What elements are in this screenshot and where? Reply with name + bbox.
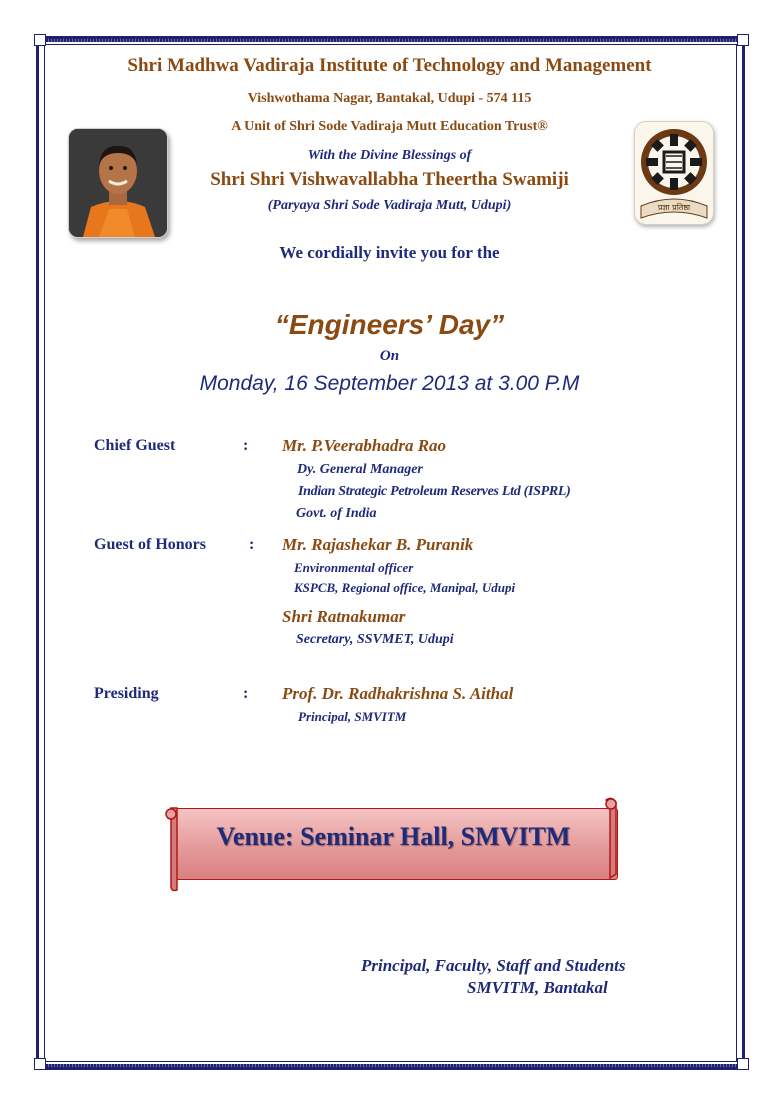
- footer-line-2: SMVITM, Bantakal: [467, 978, 608, 997]
- blessings-line: With the Divine Blessings of: [307, 148, 472, 163]
- border-band-top: [40, 39, 741, 42]
- presiding-name: Prof. Dr. Radhakrishna S. Aithal: [282, 684, 514, 703]
- presiding-label: Presiding: [94, 685, 159, 702]
- event-datetime: Monday, 16 September 2013 at 3.00 P.M: [199, 372, 580, 395]
- trust-line: A Unit of Shri Sode Vadiraja Mutt Education Trust®: [231, 119, 548, 134]
- border-corner-tl: [34, 34, 46, 46]
- honor-guest-2-name: Shri Ratnakumar: [282, 607, 406, 626]
- venue-text: Venue: Seminar Hall, SMVITM: [216, 822, 571, 851]
- logo-motto: प्रज्ञा प्रतिष्ठा: [657, 203, 691, 212]
- swamiji-photo: [68, 128, 168, 238]
- honor-guest-2-title: Secretary, SSVMET, Udupi: [296, 632, 454, 647]
- border-corner-br: [737, 1058, 749, 1070]
- footer-line-1: Principal, Faculty, Staff and Students: [361, 956, 626, 975]
- institute-address: Vishwothama Nagar, Bantakal, Udupi - 574 115: [247, 91, 532, 106]
- event-title: “Engineers’ Day”: [274, 309, 505, 340]
- mutt-line: (Paryaya Shri Sode Vadiraja Mutt, Udupi): [267, 198, 512, 213]
- chief-guest-name: Mr. P.Veerabhadra Rao: [282, 436, 447, 455]
- chief-guest-org: Indian Strategic Petroleum Reserves Ltd (ISPRL): [298, 484, 571, 499]
- on-label: On: [379, 348, 400, 364]
- chief-guest-title: Dy. General Manager: [297, 462, 423, 477]
- honor-guest-1-title: Environmental officer: [294, 560, 414, 575]
- chief-guest-colon: :: [243, 437, 249, 454]
- guest-of-honors-colon: :: [249, 536, 255, 553]
- honor-guest-1-name: Mr. Rajashekar B. Puranik: [282, 535, 474, 554]
- invite-line: We cordially invite you for the: [279, 243, 500, 262]
- chief-guest-label: Chief Guest: [94, 437, 176, 454]
- border-corner-bl: [34, 1058, 46, 1070]
- presiding-title: Principal, SMVITM: [298, 709, 407, 724]
- swamiji-name: Shri Shri Vishwavallabha Theertha Swamiji: [210, 169, 569, 190]
- guest-of-honors-label: Guest of Honors: [94, 536, 206, 553]
- institute-title: Shri Madhwa Vadiraja Institute of Technology and Management: [127, 55, 652, 76]
- honor-guest-1-office: KSPCB, Regional office, Manipal, Udupi: [294, 580, 516, 595]
- border-band-bottom: [40, 1064, 741, 1067]
- border-corner-tr: [737, 34, 749, 46]
- chief-guest-govt: Govt. of India: [296, 506, 377, 521]
- institute-logo: [634, 121, 714, 225]
- presiding-colon: :: [243, 685, 249, 702]
